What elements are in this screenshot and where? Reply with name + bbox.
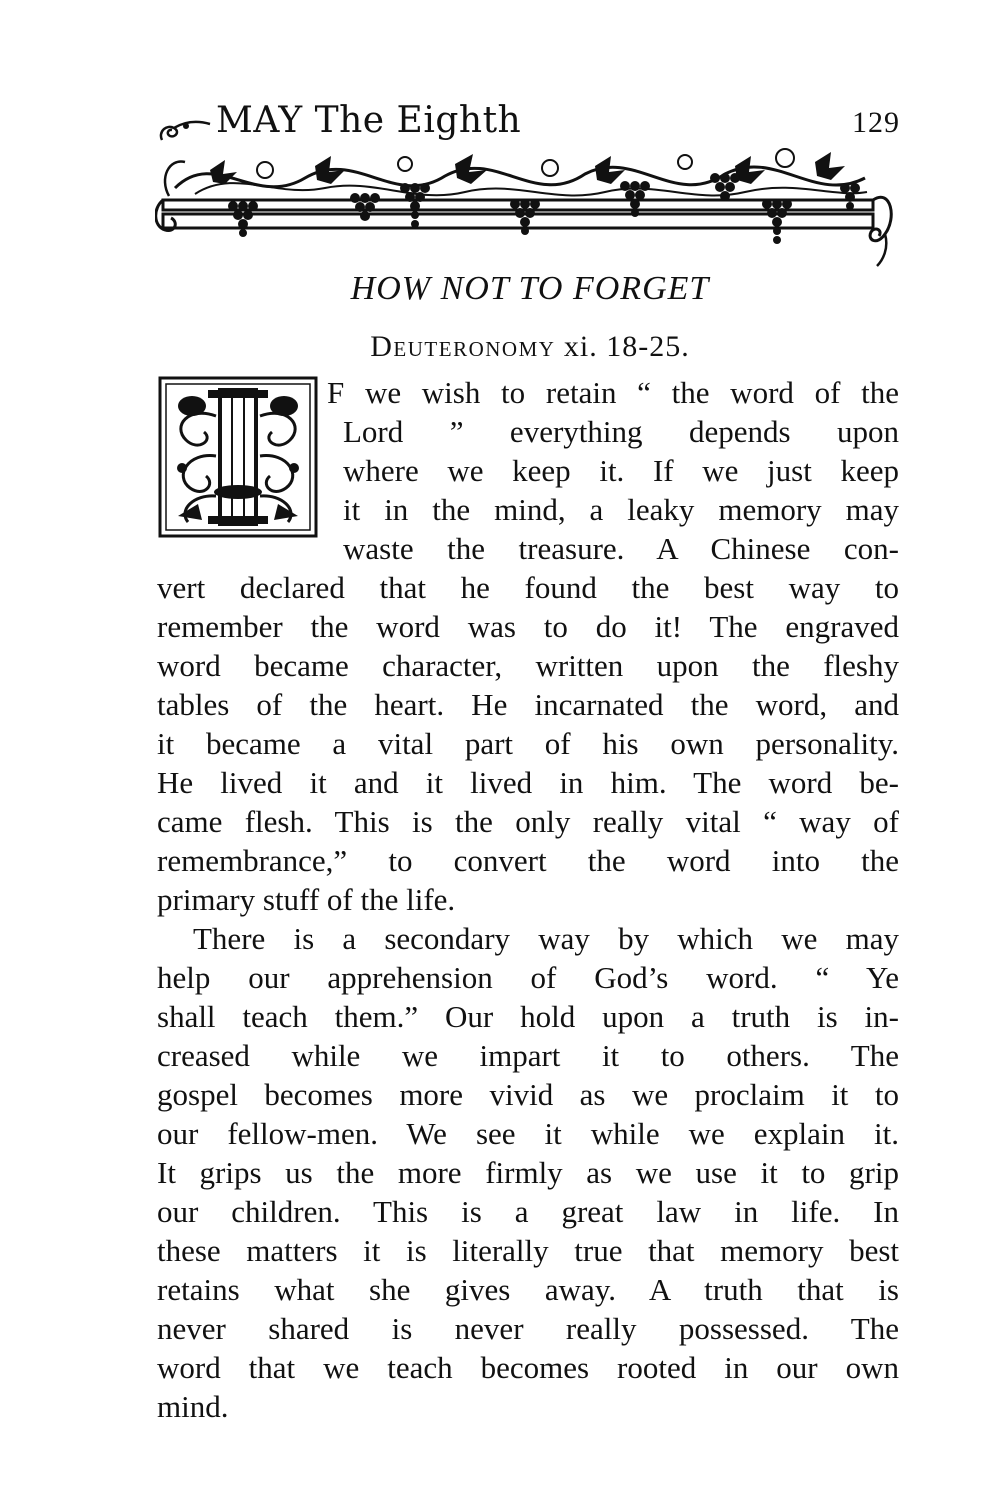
text-line: came flesh. This is the only really vital “ way of [157, 804, 899, 839]
running-head [160, 100, 900, 140]
text-line: tables of the heart. He incarnated the word, and [157, 687, 899, 722]
text-line: it in the mind, a leaky memory may [343, 492, 899, 527]
body-text [157, 373, 899, 1426]
text-line: mind. [157, 1389, 229, 1424]
text-line: remembrance,” to convert the word into the [157, 843, 899, 878]
text-line: waste the treasure. A Chinese con- [343, 531, 899, 566]
text-line: it became a vital part of his own personality. [157, 726, 899, 761]
text-line: creased while we impart it to others. The [157, 1038, 899, 1073]
scripture-book: Deuteronomy [370, 330, 556, 363]
text-line: word became character, written upon the fleshy [157, 648, 899, 683]
scroll-curl-icon [156, 114, 212, 144]
text-line: where we keep it. If we just keep [343, 453, 899, 488]
text-line: shall teach them.” Our hold upon a truth is in- [157, 999, 899, 1034]
text-line: F we wish to retain “ the word of the [327, 375, 899, 410]
scripture-reference [160, 330, 900, 364]
chapter-heading: HOW NOT TO FORGET [350, 270, 710, 307]
text-line: There is a secondary way by which we may [193, 921, 899, 956]
text-line: our children. This is a great law in life. In [157, 1194, 899, 1229]
text-line: help our apprehension of God’s word. “ Ye [157, 960, 899, 995]
text-line: never shared is never really possessed. The [157, 1311, 899, 1346]
text-line: Lord ” everything depends upon [343, 414, 899, 449]
text-line: our fellow-men. We see it while we explain it. [157, 1116, 899, 1151]
text-line: retains what she gives away. A truth that is [157, 1272, 899, 1307]
text-line: remember the word was to do it! The engraved [157, 609, 899, 644]
text-line: It grips us the more firmly as we use it to grip [157, 1155, 899, 1190]
text-line: gospel becomes more vivid as we proclaim it to [157, 1077, 899, 1112]
paragraph-1 [157, 373, 899, 919]
page-number: 129 [852, 106, 900, 139]
text-line: primary stuff of the life. [157, 882, 456, 917]
text-line: vert declared that he found the best way to [157, 570, 899, 605]
running-head-title: MAY The Eighth [216, 100, 522, 141]
paragraph-2 [157, 919, 899, 1426]
scripture-verses: xi. 18-25. [563, 330, 690, 363]
text-line: He lived it and it lived in him. The word be- [157, 765, 899, 800]
text-line: these matters it is literally true that memory best [157, 1233, 899, 1268]
text-line: word that we teach becomes rooted in our own [157, 1350, 899, 1385]
grapevine-ornament [155, 148, 900, 268]
